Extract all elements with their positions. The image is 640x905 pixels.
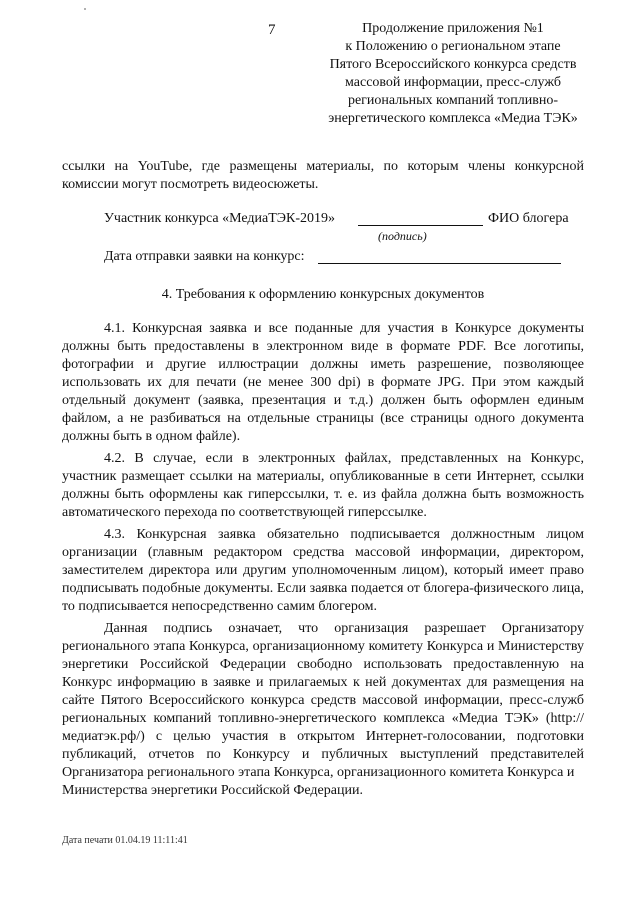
paragraph-last-line: Министерства энергетики Российской Федерации. — [62, 783, 363, 798]
scan-speck — [84, 8, 86, 10]
header-line: региональных компаний топливно- — [347, 93, 559, 108]
section-title: 4. Требования к оформлению конкурсных документов — [161, 287, 485, 302]
page-number: 7 — [268, 22, 276, 38]
participant-signature-row — [62, 210, 584, 230]
date-row — [62, 248, 584, 270]
intro-paragraph: ссылки на YouTube, где размещены материалы, по которым члены конкурсной комиссии могут посмотреть видеосюжеты. — [62, 159, 584, 192]
header-line: Пятого Всероссийского конкурса средств — [329, 57, 577, 72]
date-label: Дата отправки заявки на конкурс: — [104, 249, 305, 264]
signature-hint: (подпись) — [378, 229, 427, 243]
signature-hint-row — [62, 230, 584, 246]
header-line: Продолжение приложения №1 — [362, 21, 544, 36]
fio-label: ФИО блогера — [488, 211, 569, 226]
paragraph-4-3: 4.3. Конкурсная заявка обязательно подписывается должностным лицом организации (главным редактором средства массовой информации, директором, заместителем директора или другим уполномоченным лицом), который имеет право подписывать подобные документы. Если заявка подается от блогера-физического лица, то подписывается непосредственно самим блогером. — [62, 527, 584, 614]
header-line: к Положению о региональном этапе — [345, 39, 561, 54]
paragraph-consent: Данная подпись означает, что организация разрешает Организатору регионального этапа Конкурса, организационному комитету Конкурса и Министерству энергетики Российской Федерации свободно использовать предоставленную на Конкурс информацию в заявке и прилагаемых к ней документах для размещения на сайте Пятого Всероссийского конкурса средств массовой информации, пресс-служб региональных компаний топливно-энергетического комплекса «Медиа ТЭК» (http://медиатэк.рф/) с целью участия в открытом Интернет-голосовании, подготовки публикаций, отчетов по Конкурсу и публичных выступлений представителей Организатора регионального этапа Конкурса, организационного комитета Конкурса и — [62, 621, 584, 780]
signature-line — [358, 225, 483, 226]
paragraph-4-1: 4.1. Конкурсная заявка и все поданные для участия в Конкурсе документы должны быть предоставлены в электронном виде в формате PDF. Все логотипы, фотографии и другие иллюстрации должны иметь разрешение, позволяющее использовать их для печати (не менее 300 dpi) в формате JPG. При этом каждый отдельный документ (заявка, презентация и т.д.) должен быть оформлен единым файлом, а не разбиваться на отдельные страницы (все страницы одного документа должны быть в одном файле). — [62, 321, 584, 444]
appendix-header — [296, 20, 610, 128]
header-line: энергетического комплекса «Медиа ТЭК» — [328, 111, 578, 126]
date-line — [318, 263, 561, 264]
document-body — [62, 158, 584, 800]
print-date: Дата печати 01.04.19 11:11:41 — [62, 835, 188, 846]
header-line: массовой информации, пресс-служб — [345, 75, 561, 90]
participant-label: Участник конкурса «МедиаТЭК-2019» — [104, 211, 335, 226]
paragraph-4-2: 4.2. В случае, если в электронных файлах, представленных на Конкурс, участник размещает ссылки на материалы, опубликованные в сети Интернет, ссылки должны быть оформлены как гиперссылки, т. е. из файла должна быть возможность автоматического перехода по соответствующей гиперссылке. — [62, 451, 584, 520]
